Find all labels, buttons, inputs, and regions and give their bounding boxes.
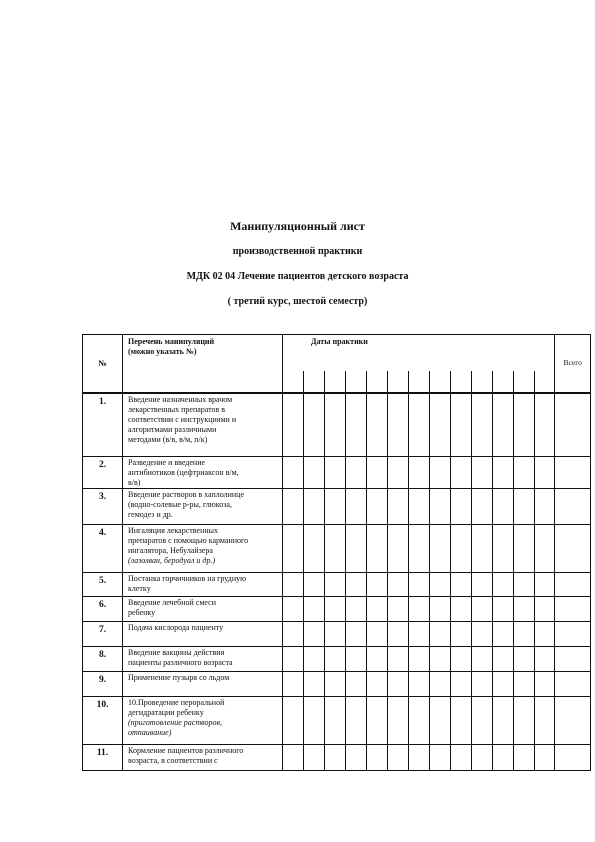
- date-cell[interactable]: [325, 745, 346, 771]
- total-cell[interactable]: [555, 457, 591, 489]
- date-cell[interactable]: [367, 745, 388, 771]
- total-cell[interactable]: [555, 525, 591, 573]
- procedure-cell: [123, 489, 283, 525]
- date-cell[interactable]: [514, 672, 535, 697]
- date-cell[interactable]: [283, 672, 304, 697]
- date-cell[interactable]: [493, 457, 514, 489]
- procedure-note: (приготовление растворов,: [128, 718, 222, 727]
- date-cell[interactable]: [493, 697, 514, 745]
- date-cell[interactable]: [472, 489, 493, 525]
- date-cell[interactable]: [325, 647, 346, 672]
- date-cell[interactable]: [493, 597, 514, 622]
- row-number: 9.: [83, 672, 123, 697]
- table-row: [83, 457, 591, 489]
- procedure-line: соответствии с инструкциями и: [128, 414, 237, 424]
- date-cell[interactable]: [367, 672, 388, 697]
- date-cell[interactable]: [409, 597, 430, 622]
- date-cell[interactable]: [283, 525, 304, 573]
- date-cell[interactable]: [388, 393, 409, 457]
- date-cell[interactable]: [493, 647, 514, 672]
- date-cell[interactable]: [535, 489, 555, 525]
- date-cell[interactable]: [430, 647, 451, 672]
- subtitle-semester: ( третий курс, шестой семестр): [227, 296, 368, 307]
- date-cell[interactable]: [409, 647, 430, 672]
- date-cell[interactable]: [493, 525, 514, 573]
- total-cell[interactable]: [555, 697, 591, 745]
- procedure-line: гемодез и др.: [128, 510, 173, 519]
- date-cell[interactable]: [325, 525, 346, 573]
- procedure-line: возраста, в соответствии с: [128, 756, 218, 765]
- date-cell[interactable]: [283, 597, 304, 622]
- date-cell[interactable]: [304, 745, 325, 771]
- date-cell[interactable]: [493, 622, 514, 647]
- table-row: [83, 573, 591, 597]
- procedure-line: в/в): [128, 478, 141, 487]
- date-cell[interactable]: [304, 573, 325, 597]
- date-cell[interactable]: [367, 697, 388, 745]
- date-cell[interactable]: [283, 622, 304, 647]
- date-cell[interactable]: [514, 647, 535, 672]
- date-cell[interactable]: [409, 489, 430, 525]
- date-cell[interactable]: [451, 647, 472, 672]
- date-cell[interactable]: [388, 597, 409, 622]
- date-cell[interactable]: [493, 489, 514, 525]
- date-cell[interactable]: [367, 573, 388, 597]
- date-cell[interactable]: [472, 745, 493, 771]
- total-cell[interactable]: [555, 597, 591, 622]
- date-cell[interactable]: [388, 745, 409, 771]
- date-cell[interactable]: [535, 525, 555, 573]
- date-cell[interactable]: [325, 457, 346, 489]
- date-cell[interactable]: [346, 697, 367, 745]
- date-cell[interactable]: [325, 573, 346, 597]
- row-number: 8.: [83, 647, 123, 672]
- date-cell[interactable]: [514, 622, 535, 647]
- date-cell[interactable]: [388, 672, 409, 697]
- date-cell[interactable]: [514, 697, 535, 745]
- procedure-line: Разведение и введение: [128, 458, 206, 467]
- date-cell[interactable]: [367, 489, 388, 525]
- total-cell[interactable]: [555, 393, 591, 457]
- date-cell[interactable]: [430, 672, 451, 697]
- subtitle-module: МДК 02 04 Лечение пациентов детского возраста: [186, 271, 409, 282]
- date-cell[interactable]: [514, 597, 535, 622]
- date-cell[interactable]: [430, 745, 451, 771]
- date-cell[interactable]: [472, 647, 493, 672]
- date-cell[interactable]: [493, 573, 514, 597]
- date-cell[interactable]: [346, 745, 367, 771]
- date-cell[interactable]: [535, 393, 555, 457]
- row-number: 4.: [83, 525, 123, 573]
- page-title: Манипуляционный лист: [230, 219, 365, 233]
- date-cell[interactable]: [409, 573, 430, 597]
- date-cell[interactable]: [535, 647, 555, 672]
- date-cell[interactable]: [346, 597, 367, 622]
- date-cell[interactable]: [493, 745, 514, 771]
- table-row: [83, 697, 591, 745]
- procedure-note: отпаивание): [128, 728, 172, 737]
- procedure-line: Подача кислорода пациенту: [128, 623, 224, 632]
- table-row: [83, 393, 591, 457]
- date-cell[interactable]: [346, 489, 367, 525]
- date-cell[interactable]: [325, 697, 346, 745]
- manipulation-table: [82, 334, 591, 771]
- date-cell[interactable]: [514, 525, 535, 573]
- date-cell[interactable]: [409, 745, 430, 771]
- date-cell[interactable]: [409, 697, 430, 745]
- date-cell[interactable]: [325, 393, 346, 457]
- procedure-line: Применение пузыря со льдом: [128, 673, 230, 682]
- date-cell[interactable]: [451, 697, 472, 745]
- date-cell[interactable]: [346, 647, 367, 672]
- date-cell[interactable]: [388, 489, 409, 525]
- procedure-line: ингалятора, Небулайзера: [128, 546, 213, 555]
- date-cell[interactable]: [367, 393, 388, 457]
- subtitle-practice: производственной практики: [232, 246, 363, 257]
- table-row: [83, 597, 591, 622]
- date-cell[interactable]: [409, 457, 430, 489]
- date-cell[interactable]: [346, 622, 367, 647]
- date-cell[interactable]: [304, 622, 325, 647]
- total-cell[interactable]: [555, 745, 591, 771]
- header-number: №: [83, 335, 123, 393]
- header-dates: Даты практики: [283, 335, 555, 371]
- date-cell[interactable]: [304, 597, 325, 622]
- date-cell[interactable]: [430, 697, 451, 745]
- date-cell[interactable]: [346, 672, 367, 697]
- date-cell[interactable]: [430, 525, 451, 573]
- procedure-cell: [123, 457, 283, 489]
- date-cell[interactable]: [472, 525, 493, 573]
- date-cell[interactable]: [304, 697, 325, 745]
- row-number: 10.: [83, 697, 123, 745]
- procedure-line: Введение растворов в хаплолинце: [128, 490, 245, 499]
- date-cell[interactable]: [283, 697, 304, 745]
- procedure-line: пациенты различного возраста: [128, 658, 233, 667]
- header-procedures: [123, 335, 283, 393]
- date-cell[interactable]: [283, 393, 304, 457]
- date-cell[interactable]: [304, 672, 325, 697]
- row-number: 1.: [83, 393, 123, 457]
- procedure-line: ребенку: [128, 608, 156, 617]
- date-cell[interactable]: [304, 457, 325, 489]
- date-cell[interactable]: [514, 457, 535, 489]
- procedure-line: Введение назначенных врачом: [128, 394, 233, 404]
- date-cell[interactable]: [304, 393, 325, 457]
- date-cell[interactable]: [304, 489, 325, 525]
- date-cell[interactable]: [388, 457, 409, 489]
- procedure-cell: [123, 745, 283, 771]
- date-cell[interactable]: [409, 393, 430, 457]
- header-procedures-line2: (можно указать №): [128, 347, 197, 356]
- date-cell[interactable]: [535, 622, 555, 647]
- date-cell[interactable]: [535, 745, 555, 771]
- procedure-line: Введение вакцины действия: [128, 648, 225, 657]
- date-cell[interactable]: [472, 573, 493, 597]
- date-cell[interactable]: [367, 597, 388, 622]
- date-cell[interactable]: [493, 393, 514, 457]
- table-row: [83, 672, 591, 697]
- procedure-line: методами (в/в, в/м, п/к): [128, 434, 208, 444]
- procedure-line: Кормление пациентов различного: [128, 746, 244, 755]
- date-cell[interactable]: [535, 573, 555, 597]
- table-row: [83, 525, 591, 573]
- date-cell[interactable]: [451, 525, 472, 573]
- date-cell[interactable]: [514, 393, 535, 457]
- date-cell[interactable]: [388, 573, 409, 597]
- date-cell[interactable]: [451, 622, 472, 647]
- procedure-cell: [123, 672, 283, 697]
- date-cell[interactable]: [451, 393, 472, 457]
- row-number: 2.: [83, 457, 123, 489]
- date-cell[interactable]: [514, 573, 535, 597]
- date-cell[interactable]: [367, 647, 388, 672]
- date-cell[interactable]: [409, 672, 430, 697]
- date-cell[interactable]: [514, 489, 535, 525]
- date-cell[interactable]: [283, 573, 304, 597]
- date-cell[interactable]: [367, 457, 388, 489]
- date-cell[interactable]: [304, 525, 325, 573]
- row-number: 3.: [83, 489, 123, 525]
- header-procedures-line1: Перечень манипуляций: [128, 337, 215, 346]
- date-cell[interactable]: [535, 597, 555, 622]
- date-cell[interactable]: [472, 622, 493, 647]
- table-row: [83, 622, 591, 647]
- procedure-line: алгоритмами различными: [128, 424, 217, 434]
- total-cell[interactable]: [555, 622, 591, 647]
- date-cell[interactable]: [472, 393, 493, 457]
- date-cell[interactable]: [451, 489, 472, 525]
- date-cell[interactable]: [346, 457, 367, 489]
- date-cell[interactable]: [472, 597, 493, 622]
- procedure-note: (лазолван, беродуал и др.): [128, 556, 216, 565]
- date-cell[interactable]: [283, 489, 304, 525]
- date-cell[interactable]: [430, 597, 451, 622]
- date-cell[interactable]: [283, 745, 304, 771]
- procedure-cell: [123, 573, 283, 597]
- date-cell[interactable]: [283, 457, 304, 489]
- total-cell[interactable]: [555, 672, 591, 697]
- date-cell[interactable]: [388, 622, 409, 647]
- table-row: [83, 647, 591, 672]
- date-cell[interactable]: [304, 647, 325, 672]
- procedure-line: препаратов с помощью карманного: [128, 536, 249, 545]
- date-cell[interactable]: [325, 489, 346, 525]
- date-cell[interactable]: [535, 672, 555, 697]
- procedure-line: Постанка горчичников на грудную: [128, 574, 247, 583]
- header-total: Всего: [555, 335, 591, 393]
- date-cell[interactable]: [451, 745, 472, 771]
- date-cell[interactable]: [493, 672, 514, 697]
- date-cell[interactable]: [430, 457, 451, 489]
- date-cell[interactable]: [430, 573, 451, 597]
- procedure-cell: [123, 622, 283, 647]
- procedure-cell: [123, 597, 283, 622]
- date-cell[interactable]: [346, 573, 367, 597]
- procedure-line: (водно-солевые р-ры, глюкоза,: [128, 500, 232, 509]
- date-cell[interactable]: [451, 597, 472, 622]
- date-cell[interactable]: [388, 647, 409, 672]
- date-cell[interactable]: [451, 457, 472, 489]
- total-cell[interactable]: [555, 489, 591, 525]
- date-cell[interactable]: [367, 525, 388, 573]
- procedure-cell: [123, 647, 283, 672]
- procedure-line: Введение лечебной смеси: [128, 598, 216, 607]
- procedure-line: дегидратации ребенку: [128, 708, 204, 717]
- row-number: 7.: [83, 622, 123, 647]
- procedure-line: клетку: [128, 584, 151, 593]
- date-cell[interactable]: [346, 525, 367, 573]
- table-row: [83, 745, 591, 771]
- procedure-cell: [123, 525, 283, 573]
- date-cell[interactable]: [346, 393, 367, 457]
- date-cell[interactable]: [472, 697, 493, 745]
- date-cell[interactable]: [409, 622, 430, 647]
- row-number: 5.: [83, 573, 123, 597]
- total-cell[interactable]: [555, 647, 591, 672]
- total-cell[interactable]: [555, 573, 591, 597]
- table-row: [83, 489, 591, 525]
- date-cell[interactable]: [388, 525, 409, 573]
- row-number: 11.: [83, 745, 123, 771]
- date-cell[interactable]: [472, 457, 493, 489]
- date-cell[interactable]: [325, 597, 346, 622]
- procedure-line: Ингаляция лекарственных: [128, 526, 218, 535]
- date-cell[interactable]: [535, 457, 555, 489]
- procedure-cell: [123, 697, 283, 745]
- date-cell[interactable]: [430, 622, 451, 647]
- date-cell[interactable]: [451, 573, 472, 597]
- date-cell[interactable]: [451, 672, 472, 697]
- date-cell[interactable]: [535, 697, 555, 745]
- procedure-line: лекарственных препаратов в: [128, 404, 226, 414]
- date-cell[interactable]: [325, 622, 346, 647]
- procedure-line: 10.Проведение пероральной: [128, 698, 225, 707]
- date-cell[interactable]: [388, 697, 409, 745]
- date-cell[interactable]: [409, 525, 430, 573]
- date-cell[interactable]: [283, 647, 304, 672]
- procedure-cell: [123, 393, 283, 457]
- date-cell[interactable]: [430, 393, 451, 457]
- date-cell[interactable]: [514, 745, 535, 771]
- row-number: 6.: [83, 597, 123, 622]
- date-cell[interactable]: [430, 489, 451, 525]
- date-cell[interactable]: [325, 672, 346, 697]
- procedure-line: антибиотиков (цефтриаксон в/м,: [128, 468, 239, 477]
- date-cell[interactable]: [472, 672, 493, 697]
- date-cell[interactable]: [367, 622, 388, 647]
